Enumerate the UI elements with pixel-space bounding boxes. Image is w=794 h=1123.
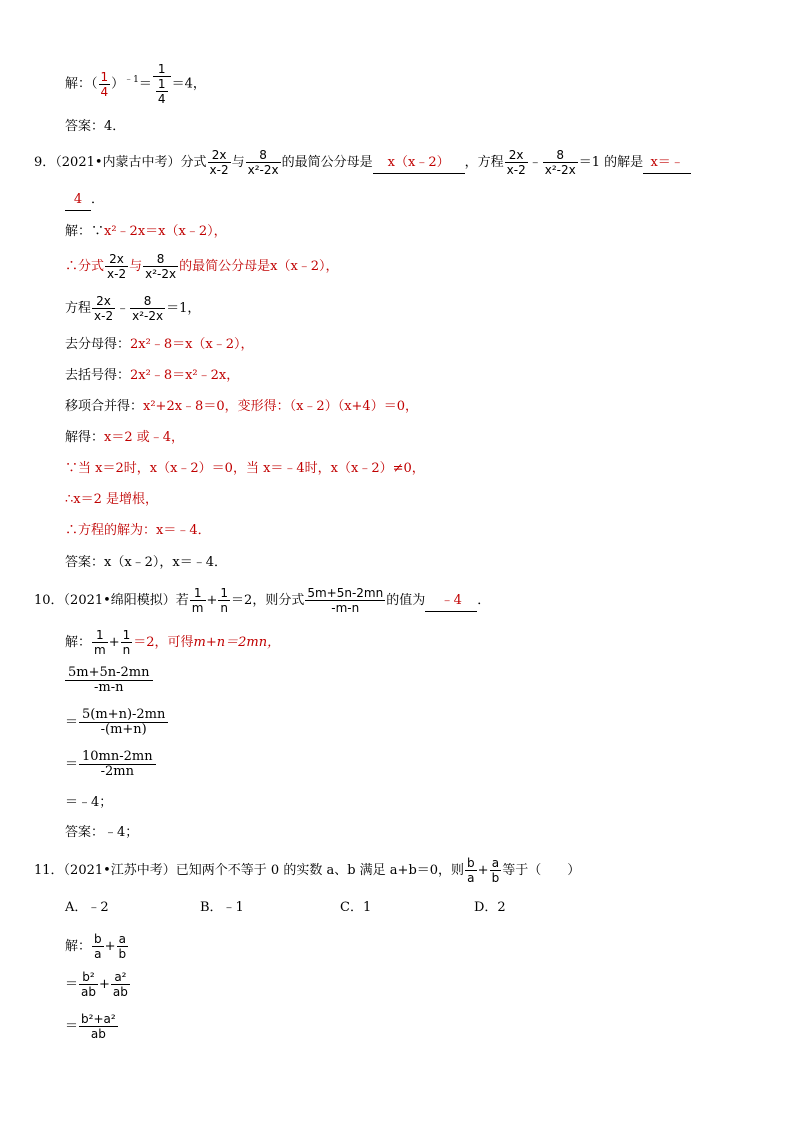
question-9-stem-cont: 4 ．: [65, 190, 104, 211]
q9-solution-line: 去分母得：2x²﹣8＝x（x﹣2），: [65, 337, 254, 352]
q10-solution-line: 解： $\frac{1}{m}$ + $\frac{1}{n}$ ＝2，可得m+n＝2mn，: [65, 628, 281, 657]
q10-solution-line: ＝﹣4；: [65, 795, 113, 810]
answer-blank: ﹣4: [425, 591, 477, 612]
q9-solution-line: ∴x＝2 是增根，: [65, 492, 159, 507]
q11-solution-line: ＝ $\frac{\text{b²}}{ab}$ + $\frac{\text{a²}}{ab}$: [65, 970, 128, 999]
prev-solution: 解：（ $\frac{1}{4}$ ）$^{﹣1}$＝ $\frac{1}{\frac{1}{4}}$ ＝4，: [65, 62, 206, 106]
q9-solution-line: 去括号得：2x²﹣8＝x²﹣2x，: [65, 368, 240, 383]
q10-solution-line: ＝ $\frac{5(m+n)-2mn}{-(m+n)}$: [65, 708, 169, 737]
q9-solution-line: 方程 $\frac{2x}{x-2}$ ﹣ $\frac{8}{\text{x²-2x}}$ ＝1，: [65, 294, 201, 323]
q9-solution-line: ∴方程的解为：x＝﹣4．: [65, 523, 211, 538]
answer-blank: x＝﹣: [643, 153, 691, 174]
option-d: D．2: [474, 900, 506, 915]
q9-solution-line: ∴分式 $\frac{2x}{x-2}$ 与 $\frac{8}{\text{x²-2x}}$ 的最简公分母是x（x﹣2），: [65, 252, 339, 281]
q11-solution-line: 解： $\frac{b}{a}$ + $\frac{a}{b}$: [65, 932, 127, 961]
q9-solution-line: 移项合并得：x²+2x﹣8＝0，变形得：（x﹣2）（x+4）＝0，: [65, 399, 418, 414]
q10-answer: 答案：﹣4；: [65, 825, 139, 840]
q9-solution-line: ∵当 x＝2时，x（x﹣2）＝0，当 x＝﹣4时，x（x﹣2）≠0，: [65, 461, 425, 476]
option-c: C．1: [340, 900, 372, 915]
q11-solution-line: ＝ $\frac{\text{b²+a²}}{ab}$: [65, 1012, 116, 1041]
answer-blank: 4: [65, 190, 91, 211]
answer-blank: x（x﹣2）: [373, 153, 465, 174]
option-a: A．﹣2: [65, 900, 109, 915]
q9-solution-line: 解：∵x²﹣2x＝x（x﹣2），: [65, 224, 227, 239]
q10-solution-line: $\frac{5m+5n-2mn}{-m-n}$: [65, 666, 154, 695]
q9-solution-line: 解得：x＝2 或﹣4，: [65, 430, 185, 445]
question-10-stem: 10．（2021•绵阳模拟）若 $\frac{1}{m}$ + $\frac{1}{n}$ ＝2，则分式 $\frac{5m+5n-2mn}{-m-n}$ 的值为 ﹣4 ．: [34, 586, 491, 615]
fraction: $\frac{1}{4}$: [100, 69, 109, 99]
q10-solution-line: ＝ $\frac{10mn-2mn}{-2mn}$: [65, 750, 157, 779]
q9-answer: 答案：x（x﹣2），x＝﹣4．: [65, 555, 228, 570]
prev-answer: 答案：4．: [65, 119, 126, 134]
question-9-stem: 9．（2021•内蒙古中考）分式 $\frac{2x}{x-2}$ 与 $\frac{8}{\text{x²-2x}}$ 的最简公分母是 x（x﹣2） ，方程 $\frac{2x}{x-2}$ ﹣ $\frac{8}{\text{x²-2x}}$ ＝1 的解是 x＝﹣: [34, 148, 691, 177]
option-b: B．﹣1: [200, 900, 244, 915]
fraction: $\frac{1}{\frac{1}{4}}$: [153, 62, 171, 106]
question-11-stem: 11．（2021•江苏中考）已知两个不等于 0 的实数 a、b 满足 a+b＝0，则 $\frac{b}{a}$ + $\frac{a}{b}$ 等于（ ）: [34, 856, 581, 885]
